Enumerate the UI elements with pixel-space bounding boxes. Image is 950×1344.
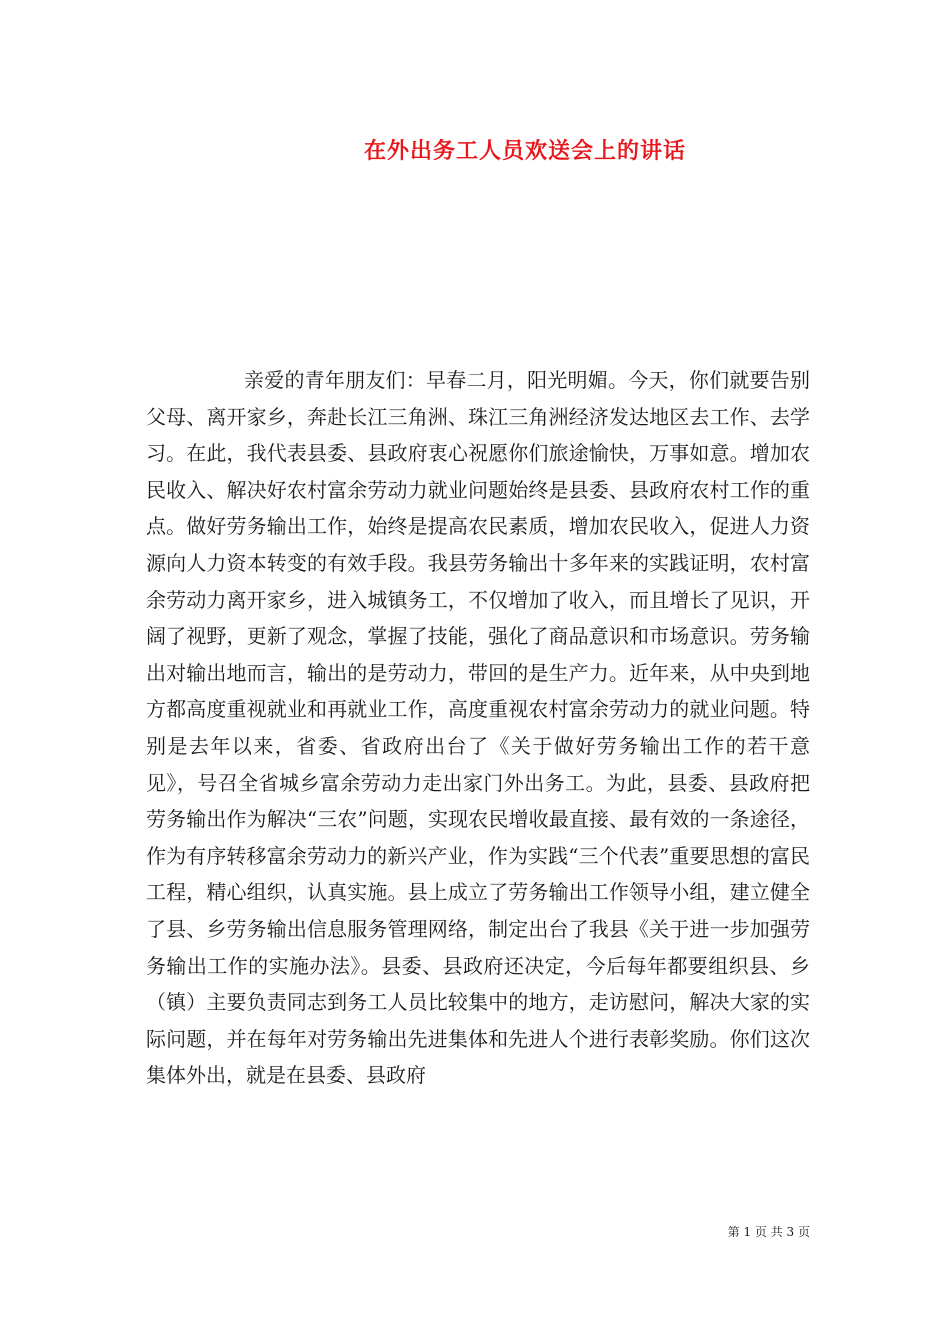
document-body-paragraph: 亲爱的青年朋友们：早春二月，阳光明媚。今天，你们就要告别父母、离开家乡，奔赴长江三角洲、珠江三角洲经济发达地区去工作、去学习。在此，我代表县委、县政府衷心祝愿你们旅途愉快，万事如意。增加农民收入、解决好农村富余劳动力就业问题始终是县委、县政府农村工作的重点。做好劳务输出工作，始终是提高农民素质，增加农民收入，促进人力资源向人力资本转变的有效手段。我县劳务输出十多年来的实践证明，农村富余劳动力离开家乡，进入城镇务工，不仅增加了收入，而且增长了见识，开阔了视野，更新了观念，掌握了技能，强化了商品意识和市场意识。劳务输出对输出地而言，输出的是劳动力，带回的是生产力。近年来，从中央到地方都高度重视就业和再就业工作，高度重视农村富余劳动力的就业问题。特别是去年以来，省委、省政府出台了《关于做好劳务输出工作的若干意见》，号召全省城乡富余劳动力走出家门外出务工。为此，县委、县政府把劳务输出作为解决“三农”问题，实现农民增收最直接、最有效的一条途径，作为有序转移富余劳动力的新兴产业，作为实践“三个代表”重要思想的富民工程，精心组织，认真实施。县上成立了劳务输出工作领导小组，建立健全了县、乡劳务输出信息服务管理网络，制定出台了我县《关于进一步加强劳务输出工作的实施办法》。县委、县政府还决定，今后每年都要组织县、乡（镇）主要负责同志到务工人员比较集中的地方，走访慰问，解决大家的实际问题，并在每年对劳务输出先进集体和先进人个进行表彰奖励。你们这次集体外出，就是在县委、县政府 bbox=[146, 368, 810, 1088]
document-title: 在外出务工人员欢送会上的讲话 bbox=[363, 138, 686, 164]
page-number-footer: 第 1 页 共 3 页 bbox=[727, 1225, 810, 1239]
